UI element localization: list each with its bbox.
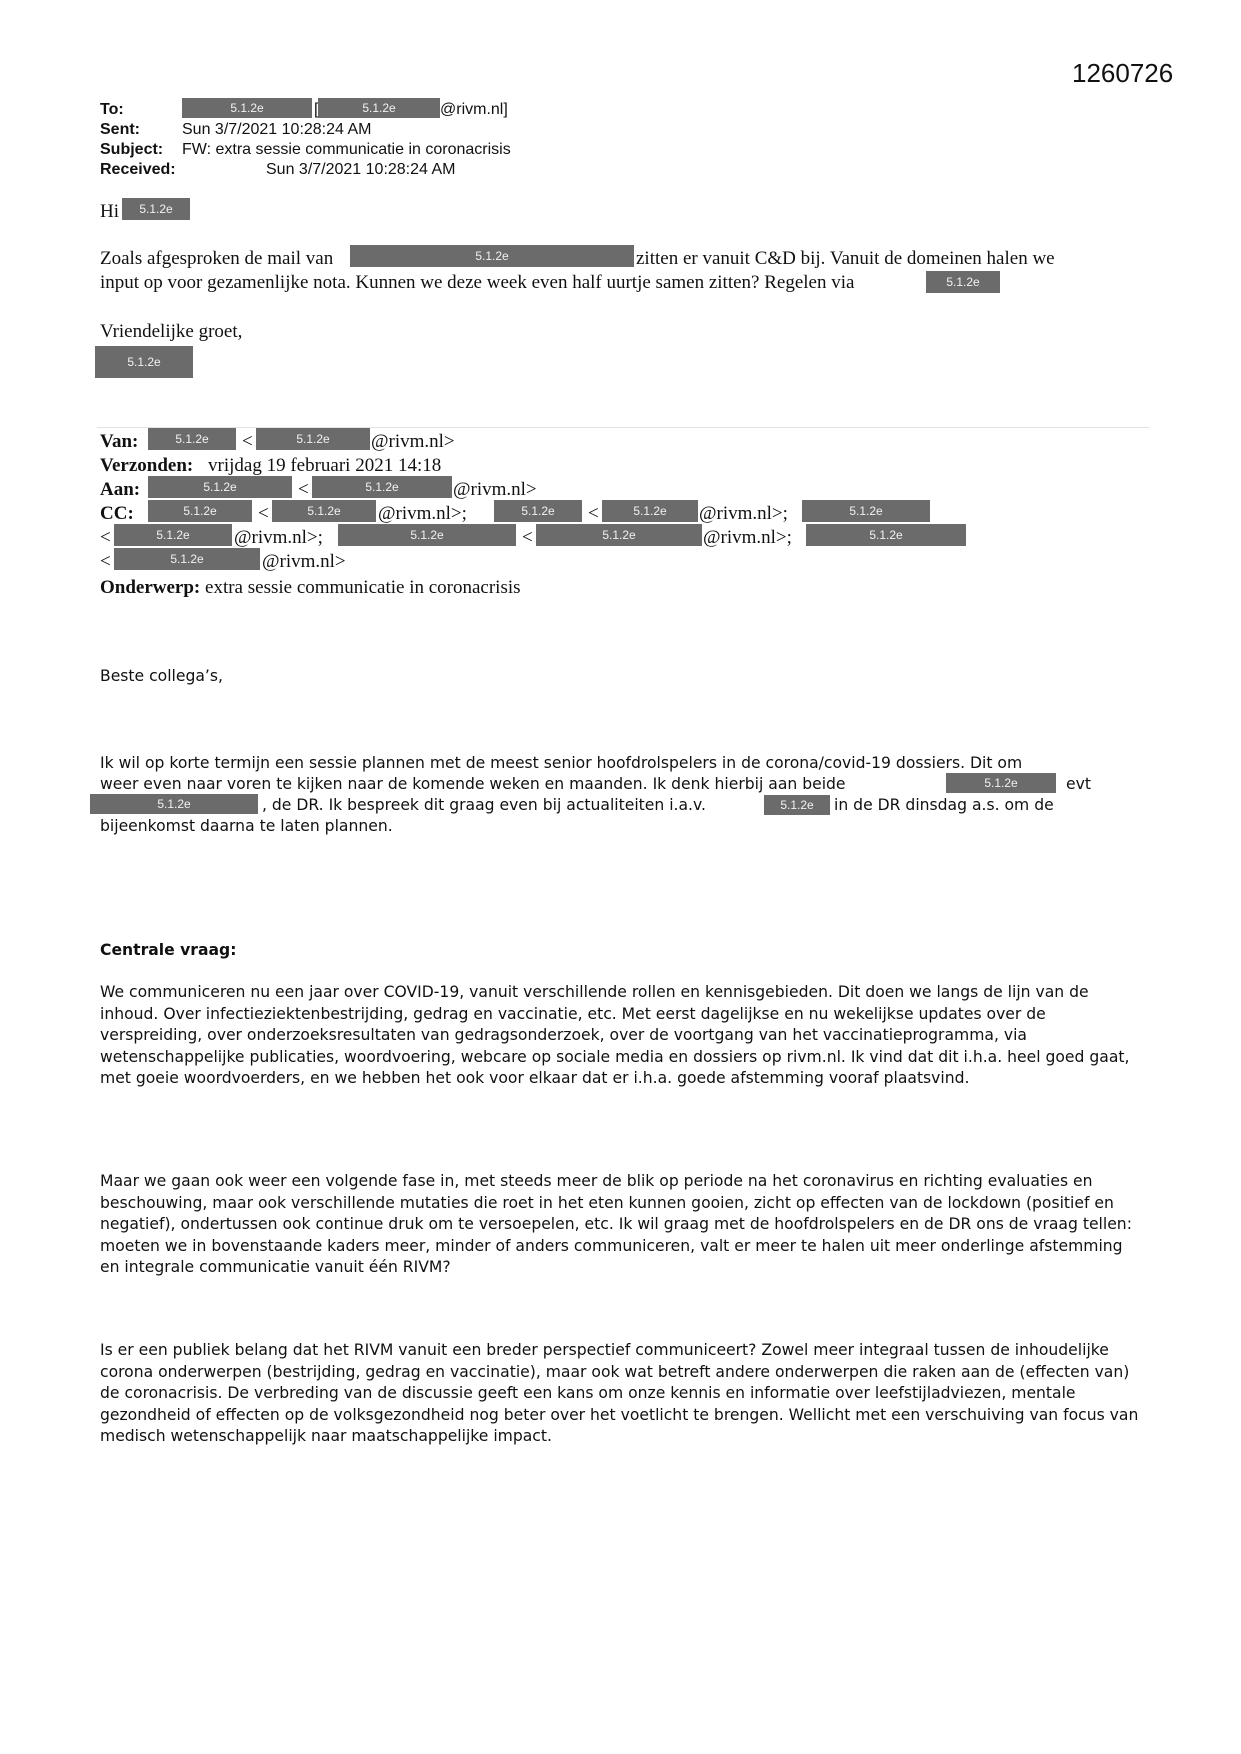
email-suffix: @rivm.nl> (262, 551, 346, 572)
paragraph-3: Maar we gaan ook weer een volgende fase in, met steeds meer de blik op periode na het coronavirus en richting evaluaties en beschouwing, maar ook verschillende mutaties die roet in het eten kunnen gooien, zicht op effecten van de lockdown (positief en negatief), ondertussen ook continue druk om te versoepelen, etc. Ik wil graag met de hoofdrolspelers en de DR ons de vraag tellen: moeten we in bovenstaande kaders meer, minder of anders communiceren, valt er meer te halen uit meer onderlinge afstemming en integrale communicatie vanuit één RIVM? (100, 1172, 1132, 1276)
p1-line-c: , de DR. Ik bespreek dit graag even bij actualiteiten i.a.v. (262, 796, 706, 814)
reply-line-1a: Zoals afgesproken de mail van (100, 248, 334, 269)
redaction-block: 5.1.2e (338, 524, 516, 546)
received-value: Sun 3/7/2021 10:28:24 AM (266, 161, 456, 178)
redaction-block: 5.1.2e (182, 98, 312, 118)
subject-value: FW: extra sessie communicatie in coronacrisis (182, 141, 511, 158)
angle-open: < (298, 479, 309, 500)
redaction-block: 5.1.2e (312, 476, 452, 498)
reply-line-1b: zitten er vanuit C&D bij. Vanuit de domeinen halen we (636, 248, 1055, 269)
cc-label: CC: (100, 503, 134, 524)
p1-line-d: bijeenkomst daarna te laten plannen. (100, 817, 393, 835)
divider (97, 427, 1150, 428)
redaction-block: 5.1.2e (114, 524, 232, 546)
redaction-block: 5.1.2e (946, 773, 1056, 793)
angle-open: < (522, 527, 533, 548)
subject-label: Subject: (100, 141, 164, 158)
to-email-suffix: @rivm.nl] (440, 101, 508, 118)
redaction-block: 5.1.2e (256, 428, 370, 450)
redaction-block: 5.1.2e (122, 198, 190, 220)
email-suffix: @rivm.nl> (453, 479, 537, 500)
onderwerp-line: Onderwerp: extra sessie communicatie in coronacrisis (100, 577, 521, 598)
onderwerp-value: extra sessie communicatie in coronacrisis (205, 577, 521, 598)
email-suffix: @rivm.nl>; (703, 527, 792, 548)
angle-open: < (242, 431, 253, 452)
angle-open: < (258, 503, 269, 524)
redaction-block: 5.1.2e (318, 98, 440, 118)
email-suffix: @rivm.nl> (371, 431, 455, 452)
reply-line-2: input op voor gezamenlijke nota. Kunnen we deze week even half uurtje samen zitten? Regelen via (100, 272, 855, 293)
redaction-block: 5.1.2e (536, 524, 702, 546)
angle-open: < (100, 527, 111, 548)
aan-label: Aan: (100, 479, 141, 500)
to-bracket: [ (314, 101, 319, 118)
redaction-block: 5.1.2e (148, 428, 236, 450)
angle-open: < (588, 503, 599, 524)
received-label: Received: (100, 161, 176, 178)
redaction-block: 5.1.2e (90, 794, 258, 814)
redaction-block: 5.1.2e (926, 271, 1000, 293)
van-label: Van: (100, 431, 139, 452)
redaction-block: 5.1.2e (272, 500, 376, 522)
redaction-block: 5.1.2e (494, 500, 582, 522)
closing: Vriendelijke groet, (100, 321, 243, 342)
signature-redaction: 5.1.2e (95, 346, 193, 378)
redaction-block: 5.1.2e (148, 476, 292, 498)
email-suffix: @rivm.nl>; (378, 503, 467, 524)
angle-open: < (100, 551, 111, 572)
p1-line-c2: in de DR dinsdag a.s. om de (834, 796, 1054, 814)
sent-label: Sent: (100, 121, 140, 138)
centrale-heading: Centrale vraag: (100, 941, 237, 959)
sent-value: Sun 3/7/2021 10:28:24 AM (182, 121, 372, 138)
email-suffix: @rivm.nl>; (234, 527, 323, 548)
verzonden-value: vrijdag 19 februari 2021 14:18 (208, 455, 442, 476)
p1-line-a: Ik wil op korte termijn een sessie plannen met de meest senior hoofdrolspelers in de corona/covid-19 dossiers. Dit om (100, 754, 1023, 772)
p1-line-b: weer even naar voren te kijken naar de komende weken en maanden. Ik denk hierbij aan beide (100, 775, 846, 793)
email-suffix: @rivm.nl>; (699, 503, 788, 524)
redaction-block: 5.1.2e (114, 548, 260, 570)
redaction-block: 5.1.2e (148, 500, 252, 522)
verzonden-label: Verzonden: (100, 455, 194, 476)
redaction-block: 5.1.2e (764, 795, 830, 815)
p1-line-b2: evt (1066, 775, 1091, 793)
salutation: Beste collega’s, (100, 667, 223, 685)
to-label: To: (100, 101, 124, 118)
paragraph-4: Is er een publiek belang dat het RIVM vanuit een breder perspectief communiceert? Zowel meer integraal tussen de inhoudelijke corona onderwerpen (bestrijding, gedrag en vaccinatie), maar ook wat betreft andere onderwerpen die raken aan de (effecten van) de coronacrisis. De verbreding van de discussie geeft een kans om onze kennis en informatie over leefstijladviezen, mentale gezondheid of effecten op de volksgezondheid nog beter over het voetlicht te brengen. Wellicht met een verschuiving van focus van medisch wetenschappelijk naar maatschappelijke impact. (100, 1341, 1139, 1445)
redaction-block: 5.1.2e (802, 500, 930, 522)
paragraph-2: We communiceren nu een jaar over COVID-19, vanuit verschillende rollen en kennisgebieden. Dit doen we langs de lijn van de inhoud. Over infectieziektenbestrijding, gedrag en vaccinatie, etc. Met eerst dagelijkse en nu wekelijkse updates over de verspreiding, over onderzoeksresultaten van gedragsonderzoek, over de voortgang van het vaccinatieprogramma, via wetenschappelijke publicaties, woordvoering, webcare op sociale media en dossiers op rivm.nl. Ik vind dat dit i.h.a. heel goed gaat, met goeie woordvoerders, en we hebben het ook voor elkaar dat er i.h.a. goede afstemming vooraf plaatsvind. (100, 983, 1130, 1087)
redaction-block: 5.1.2e (350, 245, 634, 267)
redaction-block: 5.1.2e (806, 524, 966, 546)
greeting: Hi (100, 201, 119, 222)
redaction-block: 5.1.2e (602, 500, 698, 522)
document-id: 1260726 (1072, 58, 1174, 88)
